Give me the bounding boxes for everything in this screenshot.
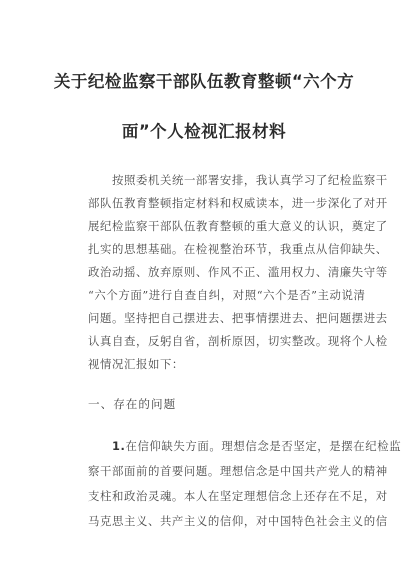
- paragraph-line: 问题。坚持把自己摆进去、把事情摆进去、把问题摆进去: [88, 311, 388, 325]
- paragraph-line: 支柱和政治灵魂。本人在坚定理想信念上还存在不足，对: [88, 489, 388, 503]
- list-item-number: 1.: [112, 439, 126, 453]
- paragraph-line: 扎实的思想基础。在检视整治环节，我重点从信仰缺失、: [88, 242, 388, 256]
- document-title-line-2: 面”个人检视汇报材料: [121, 122, 287, 141]
- paragraph-line: 部队伍教育整顿指定材料和权威读本，进一步深化了对开: [88, 196, 388, 210]
- paragraph-line: 政治动摇、放弃原则、作风不正、滥用权力、清廉失守等: [88, 265, 388, 279]
- paragraph-line: 认真自查，反躬自省，剖析原因，切实整改。现将个人检: [88, 334, 388, 348]
- paragraph-line: 视情况汇报如下：: [88, 357, 184, 371]
- paragraph-line: “六个方面”进行自查自纠，对照“六个是否”主动说清: [88, 288, 366, 302]
- section-heading: 一、存在的问题: [88, 397, 177, 411]
- paragraph-line: 察干部面前的首要问题。理想信念是中国共产党人的精神: [88, 464, 388, 478]
- list-item-text: 在信仰缺失方面。理想信念是否坚定，是摆在纪检监: [125, 439, 402, 453]
- paragraph-line: 按照委机关统一部署安排，我认真学习了纪检监察干: [112, 173, 388, 187]
- paragraph-line: 展纪检监察干部队伍教育整顿的重大意义的认识，奠定了: [88, 219, 388, 233]
- paragraph-line: 马克思主义、共产主义的信仰，对中国特色社会主义的信: [88, 514, 388, 528]
- document-title-line-1: 关于纪检监察干部队伍教育整顿“六个方: [53, 72, 355, 91]
- list-item-first-line: [112, 438, 401, 454]
